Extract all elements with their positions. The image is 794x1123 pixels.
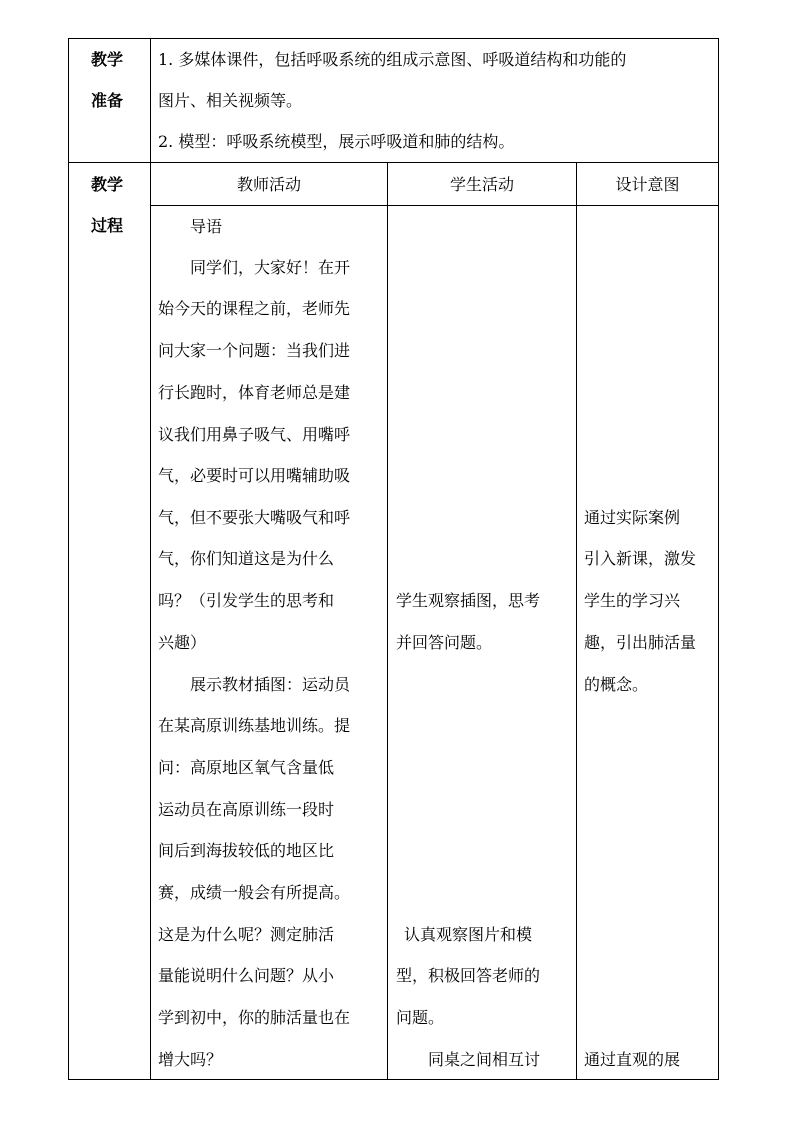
teacher-line: 兴趣） — [158, 633, 207, 652]
header-teacher-activity: 教师活动 — [236, 175, 301, 194]
teacher-line: 展示教材插图：运动员 — [190, 675, 351, 694]
design-line: 趣，引出肺活量 — [584, 633, 697, 652]
teacher-line: 气，你们知道这是为什么 — [158, 549, 335, 568]
teacher-line: 问：高原地区氧气含量低 — [158, 758, 335, 777]
design-line: 的概念。 — [584, 675, 649, 694]
teacher-line: 行长跑时，体育老师总是建 — [158, 383, 351, 402]
header-design-intent: 设计意图 — [615, 175, 680, 194]
teacher-line: 吗？（引发学生的思考和 — [158, 591, 335, 610]
design-line: 通过实际案例 — [584, 508, 681, 527]
design-line: 学生的学习兴 — [584, 591, 681, 610]
teacher-line: 这是为什么呢？测定肺活 — [158, 925, 335, 944]
design-line: 通过直观的展 — [584, 1050, 681, 1069]
table-divider-teacher — [387, 162, 388, 1080]
header-student-activity: 学生活动 — [449, 175, 514, 194]
student-line: 学生观察插图，思考 — [396, 591, 541, 610]
teacher-line: 气，但不要张大嘴吸气和呼 — [158, 508, 351, 527]
teacher-line: 议我们用鼻子吸气、用嘴呼 — [158, 425, 351, 444]
design-line: 引入新课，激发 — [584, 549, 697, 568]
teacher-line: 增大吗？ — [158, 1050, 223, 1069]
process-label-line1: 教学 — [91, 175, 124, 194]
table-divider-prep — [68, 162, 719, 163]
teacher-line: 量能说明什么问题？从小 — [158, 966, 335, 985]
prep-item1-line2: 图片、相关视频等。 — [158, 91, 303, 110]
prep-item2: 2. 模型：呼吸系统模型，展示呼吸道和肺的结构。 — [158, 132, 515, 151]
prep-label-line2: 准备 — [91, 91, 124, 110]
table-divider-student — [576, 162, 577, 1080]
prep-label-line1: 教学 — [91, 50, 124, 69]
teacher-line: 间后到海拔较低的地区比 — [158, 841, 335, 860]
teacher-line: 导语 — [190, 217, 223, 236]
process-label-line2: 过程 — [91, 216, 124, 235]
table-border-left — [68, 38, 69, 1080]
student-line: 同桌之间相互讨 — [428, 1050, 541, 1069]
table-divider-header — [150, 205, 719, 206]
student-line: 型，积极回答老师的 — [396, 966, 541, 985]
teacher-line: 始今天的课程之前，老师先 — [158, 299, 351, 318]
table-border-top — [68, 38, 719, 39]
teacher-line: 赛，成绩一般会有所提高。 — [158, 883, 351, 902]
table-border-right — [718, 38, 719, 1080]
prep-item1-line1: 1. 多媒体课件，包括呼吸系统的组成示意图、呼吸道结构和功能的 — [158, 50, 627, 69]
teacher-line: 气，必要时可以用嘴辅助吸 — [158, 466, 351, 485]
student-line: 认真观察图片和模 — [404, 925, 533, 944]
teacher-line: 运动员在高原训练一段时 — [158, 800, 335, 819]
teacher-line: 学到初中，你的肺活量也在 — [158, 1008, 351, 1027]
student-line: 问题。 — [396, 1008, 445, 1027]
student-line: 并回答问题。 — [396, 633, 493, 652]
teacher-line: 同学们，大家好！在开 — [190, 258, 351, 277]
teacher-line: 在某高原训练基地训练。提 — [158, 716, 351, 735]
table-border-bottom — [68, 1079, 719, 1080]
teacher-line: 问大家一个问题：当我们进 — [158, 341, 351, 360]
